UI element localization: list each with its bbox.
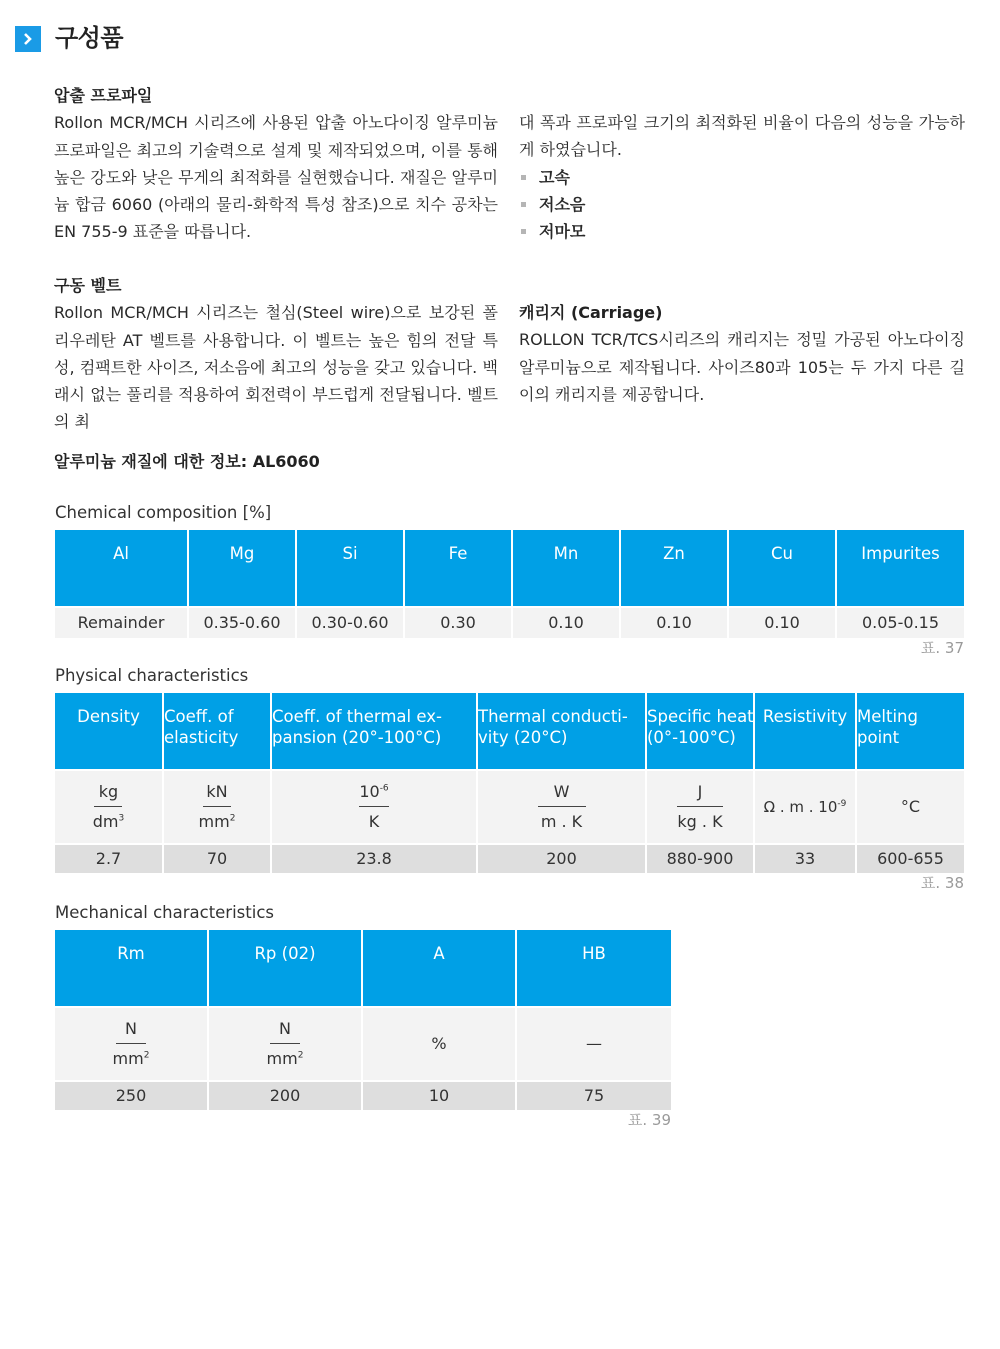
value-cell: Remainder [55, 608, 189, 638]
material-info-title: 알루미늄 재질에 대한 정보: AL6060 [54, 452, 320, 471]
header-cell: Mg [189, 530, 297, 606]
unit-cell: $\frac{kg}{dm^3}$ [55, 771, 164, 843]
feature-list [519, 164, 965, 246]
profile-section [54, 82, 498, 246]
value-cell: 0.10 [621, 608, 729, 638]
header-line: vity (20°C) [478, 728, 568, 747]
header-cell [272, 693, 478, 769]
unit-cell: $\frac{N}{mm^2}$ [209, 1008, 363, 1080]
header-cell: Resistivity [755, 693, 857, 769]
page-title: 구성품 [55, 24, 124, 52]
chemical-table [55, 530, 964, 638]
header-line: Melting [857, 707, 918, 726]
header-cell [857, 693, 964, 769]
header-cell [478, 693, 647, 769]
carriage-text: ROLLON TCR/TCS시리즈의 캐리지는 정밀 가공된 아노다이징 알루미늄으로 제작됩니다. 사이즈80과 105는 두 가지 다른 길이의 캐리지를 제공합니다. [519, 330, 965, 404]
header-cell: Density [55, 693, 164, 769]
unit-cell: $\frac{kN}{mm^2}$ [164, 771, 272, 843]
header-cell: Fe [405, 530, 513, 606]
carriage-heading: 캐리지 (Carriage) [519, 303, 663, 322]
unit-row [55, 1008, 671, 1080]
unit-cell: Ω . m . $10^{-9}$ [755, 771, 857, 843]
header-cell: Mn [513, 530, 621, 606]
header-line: point [857, 728, 900, 747]
profile-continued [519, 109, 965, 245]
belt-heading: 구동 벨트 [54, 276, 122, 295]
profile-continued-text: 대 폭과 프로파일 크기의 최적화된 비율이 다음의 성능을 가능하게 하였습니다. [519, 113, 965, 160]
physical-table-title: Physical characteristics [55, 666, 249, 685]
unit-cell: $\frac{10^{-6}}{K}$ [272, 771, 478, 843]
header-cell: Cu [729, 530, 837, 606]
header-cell: Al [55, 530, 189, 606]
table-row [55, 1082, 671, 1110]
table-caption: 표. 38 [920, 874, 964, 892]
value-cell: 0.05-0.15 [837, 608, 964, 638]
unit-cell: °C [857, 771, 964, 843]
unit-cell: — [517, 1008, 671, 1080]
header-cell [647, 693, 755, 769]
belt-text: Rollon MCR/MCH 시리즈는 철심(Steel wire)으로 보강된 폴리우레탄 AT 벨트를 사용합니다. 이 벨트는 높은 힘의 전달 특성, 컴팩트한 사이즈, 저소음에 최고의 성능을 갖고 있습니다. 백래시 없는 풀리를 적용하여 회전력이 부드럽게 전달됩니다. 벨트의 최 [54, 303, 498, 432]
value-cell: 0.30 [405, 608, 513, 638]
value-cell: 250 [55, 1082, 209, 1110]
table-header-row [55, 530, 964, 606]
header-line: (0°-100°C) [647, 728, 736, 747]
header-cell: HB [517, 930, 671, 1006]
value-cell: 70 [164, 845, 272, 873]
profile-text: Rollon MCR/MCH 시리즈에 사용된 압출 아노다이징 알루미늄 프로파일은 최고의 기술력으로 설계 및 제작되었으며, 이를 통해 높은 강도와 낮은 무게의 최적화를 실현했습니다. 재질은 알루미늄 합금 6060 (아래의 물리-화학적 특성 참조)으로 치수 공차는 EN 755-9 표준을 따릅니다. [54, 113, 498, 242]
header-cell [164, 693, 272, 769]
value-cell: 880-900 [647, 845, 755, 873]
table-caption: 표. 39 [627, 1111, 671, 1129]
header-cell: Impurites [837, 530, 964, 606]
feature-item: 저소음 [519, 191, 965, 218]
mechanical-table-title: Mechanical characteristics [55, 903, 274, 922]
header-cell: A [363, 930, 517, 1006]
physical-table [55, 693, 964, 873]
chemical-table-title: Chemical composition [%] [55, 503, 272, 522]
carriage-section [519, 299, 965, 408]
feature-item: 저마모 [519, 218, 965, 245]
value-cell: 2.7 [55, 845, 164, 873]
table-row [55, 845, 964, 873]
table-caption: 표. 37 [920, 639, 964, 657]
header-cell: Si [297, 530, 405, 606]
unit-cell: $\frac{J}{kg . K}$ [647, 771, 755, 843]
header-cell: Rm [55, 930, 209, 1006]
header-line: Specific heat [647, 707, 754, 726]
page-header [15, 18, 123, 53]
header-line: Thermal conducti- [478, 707, 628, 726]
value-cell: 0.30-0.60 [297, 608, 405, 638]
header-line: Coeff. of thermal ex- [272, 707, 442, 726]
value-cell: 200 [209, 1082, 363, 1110]
unit-row [55, 771, 964, 843]
header-line: pansion (20°-100°C) [272, 728, 442, 747]
value-cell: 33 [755, 845, 857, 873]
table-row [55, 608, 964, 638]
unit-cell: % [363, 1008, 517, 1080]
value-cell: 0.35-0.60 [189, 608, 297, 638]
profile-heading: 압출 프로파일 [54, 86, 153, 105]
unit-cell: $\frac{N}{mm^2}$ [55, 1008, 209, 1080]
value-cell: 200 [478, 845, 647, 873]
header-cell: Zn [621, 530, 729, 606]
belt-section [54, 272, 498, 436]
chevron-right-icon [15, 26, 41, 52]
mechanical-table [55, 930, 671, 1110]
feature-item: 고속 [519, 164, 965, 191]
header-line: Coeff. of [164, 707, 234, 726]
value-cell: 0.10 [729, 608, 837, 638]
value-cell: 600-655 [857, 845, 964, 873]
header-cell: Rp (02) [209, 930, 363, 1006]
header-line: elasticity [164, 728, 239, 747]
unit-cell: $\frac{W}{m . K}$ [478, 771, 647, 843]
value-cell: 75 [517, 1082, 671, 1110]
table-header-row [55, 930, 671, 1006]
value-cell: 10 [363, 1082, 517, 1110]
table-header-row [55, 693, 964, 769]
value-cell: 23.8 [272, 845, 478, 873]
value-cell: 0.10 [513, 608, 621, 638]
